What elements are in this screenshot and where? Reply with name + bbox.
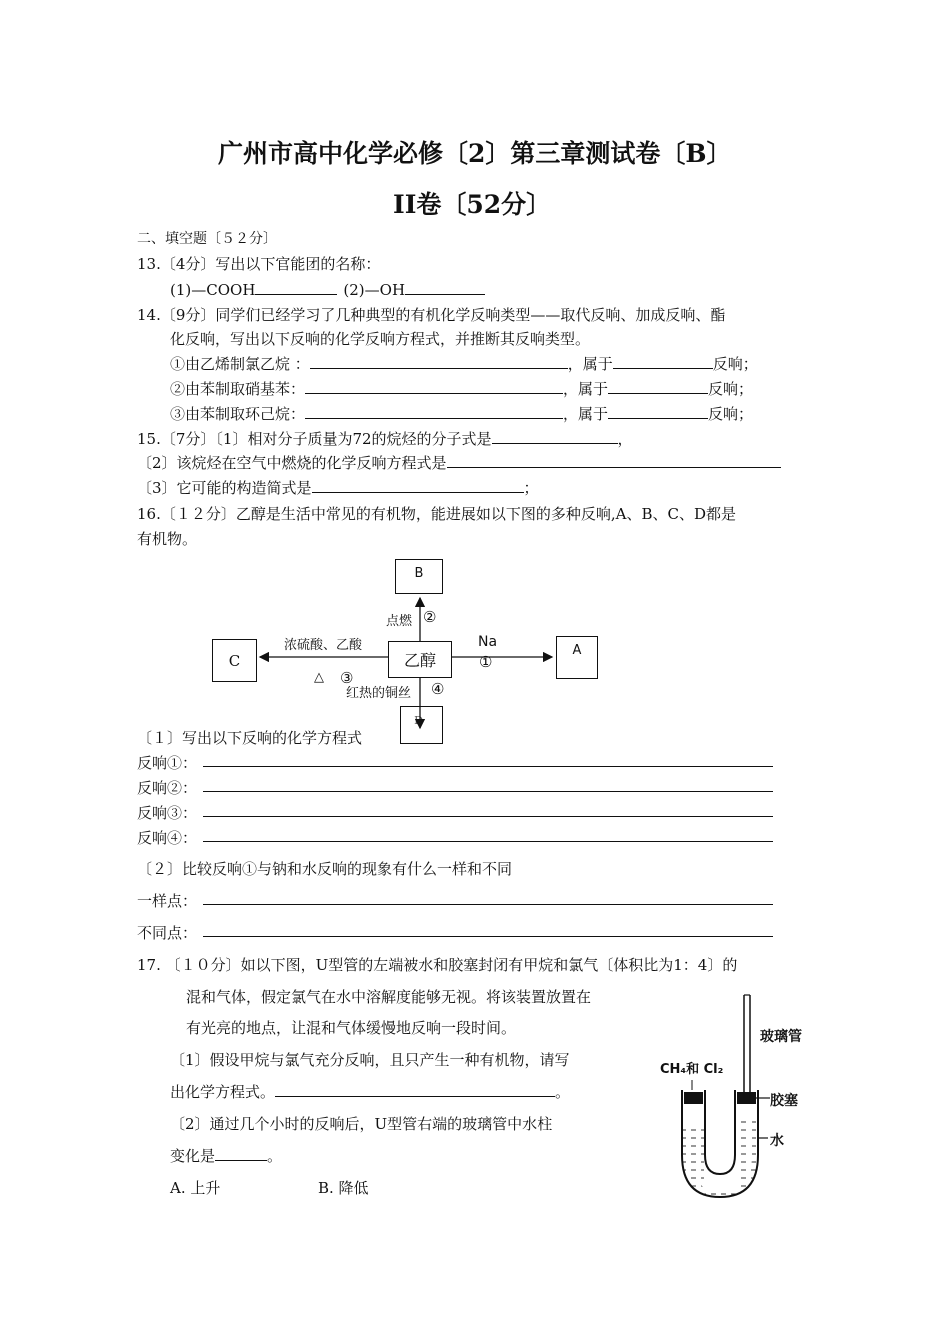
q17-option-b[interactable]: B. 降低 (318, 1179, 369, 1197)
label-d: 红热的铜丝 (346, 686, 412, 701)
num-a: ① (479, 653, 493, 671)
q16-sub1: 〔１〕写出以下反响的化学方程式 (137, 729, 363, 747)
q16-diff-label: 不同点： (137, 924, 198, 942)
q17-line7 (170, 1145, 282, 1166)
q17-line6: 〔2〕通过几个小时的反响后，U型管右端的玻璃管中水柱 (170, 1115, 553, 1133)
num-d: ④ (431, 680, 445, 698)
q14-row-3-suffix: 反响； (708, 405, 754, 423)
page-title: 广州市高中化学必修〔2〕第三章测试卷〔B〕 (218, 139, 732, 168)
q15-line2-text: 〔2〕该烷烃在空气中燃烧的化学反响方程式是 (137, 454, 447, 472)
q17-option-a[interactable]: A. 上升 (170, 1179, 221, 1197)
q17-answer-blank[interactable] (215, 1145, 267, 1161)
label-c-heat: △ (314, 670, 324, 685)
q14-row-2-belongs: ，属于 (563, 380, 609, 398)
q17-line3: 有光亮的地点，让混和气体缓慢地反响一段时间。 (186, 1019, 517, 1037)
q14-row-1-suffix: 反响； (712, 355, 758, 373)
q17-line7-text: 变化是 (170, 1147, 216, 1165)
q16-reaction-4-blank[interactable] (203, 841, 773, 842)
q16-reaction-3-blank[interactable] (203, 816, 773, 817)
q17-line1: 17. 〔１０分〕如以下图，U型管的左端被水和胶塞封闭有甲烷和氯气〔体积比为1：4〕的 (137, 956, 738, 974)
q16-reaction-1-blank[interactable] (203, 766, 773, 767)
q14-row-2-suffix: 反响； (708, 380, 754, 398)
q15-line1-end: ， (617, 430, 633, 448)
gas-label: CH₄和 Cl₂ (660, 1062, 724, 1077)
q15-line1-text: 15.〔7分〕〔1〕相对分子质量为72的烷烃的分子式是 (137, 430, 492, 448)
q14-row-3-belongs: ，属于 (563, 405, 609, 423)
q13-item2-label: (2)—OH (343, 281, 406, 299)
q17-line5 (170, 1081, 570, 1102)
q16-line2: 有机物。 (137, 530, 198, 548)
box-c: C (212, 639, 257, 682)
num-b: ② (423, 608, 437, 626)
q15-line3-text: 〔3〕它可能的构造简式是 (137, 479, 312, 497)
q14-row-2-label: ②由苯制取硝基苯： (170, 380, 306, 398)
q16-reaction-2: 反响②： (137, 779, 198, 797)
q17-line5-text: 出化学方程式。 (170, 1083, 276, 1101)
q17-line2: 混和气体，假定氯气在水中溶解度能够无视。将该装置放置在 (186, 988, 592, 1006)
stopper-label: 胶塞 (770, 1093, 798, 1109)
q14-row-3-label: ③由苯制取环己烷： (170, 405, 306, 423)
box-d-label: D (414, 713, 423, 727)
q16-reaction-4: 反响④： (137, 829, 198, 847)
section-label: 二、填空题〔５２分〕 (137, 231, 277, 247)
page-subtitle: II卷〔52分〕 (393, 190, 552, 219)
box-a: A (556, 636, 598, 679)
q13-item1-label: (1)—COOH (170, 281, 256, 299)
q17-line7-end: 。 (267, 1147, 283, 1165)
left-stopper (684, 1092, 703, 1104)
water-label: 水 (770, 1133, 784, 1149)
q16-reaction-1: 反响①： (137, 754, 198, 772)
right-stopper (737, 1092, 756, 1104)
box-b: B (395, 559, 443, 594)
q16-line1: 16.〔１２分〕乙醇是生活中常见的有机物，能进展如以下图的多种反响,A、B、C、D都是 (137, 505, 736, 523)
num-c: ③ (340, 669, 354, 687)
q16-same-label: 一样点： (137, 892, 198, 910)
q16-same-blank[interactable] (203, 904, 773, 905)
q14-line1: 14.〔9分〕同学们已经学习了几种典型的有机化学反响类型——取代反响、加成反响、酯 (137, 306, 726, 324)
center-ethanol: 乙醇 (388, 641, 452, 678)
q17-line4: 〔1〕假设甲烷与氯气充分反响，且只产生一种有机物，请写 (170, 1051, 570, 1069)
q13-prompt: 13.〔4分〕写出以下官能团的名称： (137, 255, 381, 273)
q16-reaction-2-blank[interactable] (203, 791, 773, 792)
q14-line2: 化反响，写出以下反响的化学反响方程式，并推断其反响类型。 (170, 330, 591, 348)
q16-diff-blank[interactable] (203, 936, 773, 937)
q14-row-1-label: ①由乙烯制氯乙烷 ： (170, 355, 310, 373)
q14-row-1-belongs: ，属于 (567, 355, 613, 373)
label-b: 点燃 (386, 614, 413, 629)
label-a: Na (478, 634, 498, 650)
q17-line5-end: 。 (555, 1083, 571, 1101)
q17-equation-blank[interactable] (275, 1081, 555, 1097)
q16-reaction-3: 反响③： (137, 804, 198, 822)
label-c: 浓硫酸、乙酸 (284, 638, 363, 653)
q15-line3-end: ； (523, 479, 539, 497)
q16-sub2: 〔２〕比较反响①与钠和水反响的现象有什么一样和不同 (137, 860, 513, 878)
glass-tube-label: 玻璃管 (760, 1029, 802, 1045)
